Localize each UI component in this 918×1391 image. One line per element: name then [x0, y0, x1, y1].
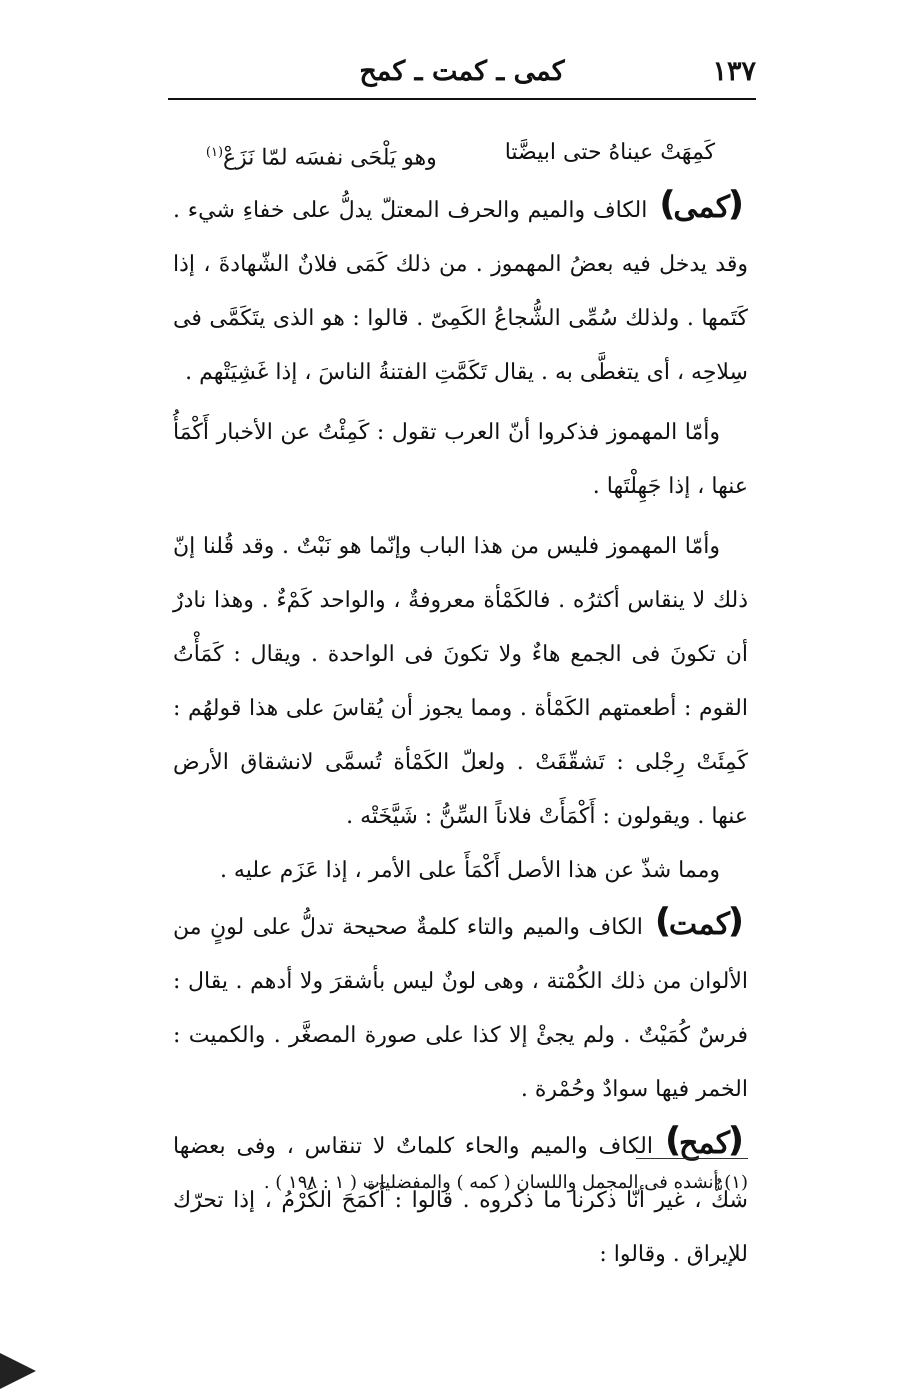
entry-paragraph: ومما شذّ عن هذا الأصل أَكْمَأَ على الأمر ، إذا عَزَم عليه . [219, 858, 720, 883]
entry-kamy [173, 181, 748, 898]
entry-text: الكاف والميم والحرف المعتلّ يدلُّ على خفاءِ شيء . وقد يدخل فيه بعضُ المهموز . من ذلك كَمَى فلانٌ الشّهادةَ ، إذا كَتَمها . ولذلك سُمِّى الشُّجاعُ الكَمِىّ . قالوا : هو الذى يتَكَمَّى فى سِلاحِه ، أى يتغطَّى به . يقال تَكَمَّتِ الفتنةُ الناسَ ، إذا غَشِيَتْهم . [173, 198, 748, 385]
verse-hemistich-right: كَمِهَتْ عيناهُ حتى ابيضَّتا [504, 140, 716, 165]
running-header [168, 52, 756, 98]
corner-arrow-mark [0, 1353, 36, 1389]
page-body [173, 125, 748, 1282]
entry-text: الكاف والميم والتاء كلمةٌ صحيحة تدلُّ على لونٍ من الألوان من ذلك الكُمْتة ، وهى لونٌ ليس بأشقرَ ولا أدهم . يقال : فرسٌ كُمَيْتٌ . ولم يجئْ إلا كذا على صورة المصغَّر . والكميت : الخمر فيها سوادٌ وحُمْرة . [173, 915, 748, 1102]
entry-text: الكاف والميم والحاء كلماتٌ لا تنقاس ، وفى بعضها شكٌّ ، غير أنّا ذكرنا ما ذكروه . قالوا : أَكْمَحَ الكَرْمُ ، إذا تحرّك للإيراق . وقالوا : [173, 1134, 748, 1267]
verse-hemistich-left: وهو يَلْحَى نفسَه لمّا نَزَعْ$^{(١)}$ [205, 145, 437, 171]
footnote-marker: (١) [205, 145, 224, 160]
entry-headword: ❪ كمت ❫ [651, 898, 748, 952]
entry-paragraph: وأمّا المهموز فليس من هذا الباب وإنّما هو نَبْتٌ . وقد قُلنا إنّ ذلك لا ينقاس أكثرُه . فالكَمْأة معروفةٌ ، والواحد كَمْءٌ . وهذا نادرٌ أن تكونَ فى الجمع هاءٌ ولا تكونَ فى الواحدة . ويقال : كَمَأْتُ القوم : أطعمتهم الكَمْأة . ومما يجوز أن يُقاسَ على هذا قولهُم : كَمِئَتْ رِجْلى : تَشقّقَتْ . ولعلّ الكَمْأة تُسمَّى لانشقاق الأرض عنها . ويقولون : أَكْمَأَتْ فلاناً السِّنُّ : شَيَّخَتْه . [173, 534, 748, 829]
entry-headword: ❪ كمى ❫ [655, 181, 748, 235]
running-title: كمى ـ كمت ـ كمح [359, 56, 565, 87]
header-rule [168, 98, 756, 100]
footnote-rule [636, 1158, 748, 1159]
entry-paragraph [173, 898, 748, 1117]
entry-paragraph: وأمّا المهموز فذكروا أنّ العرب تقول : كَمِئْتُ عن الأخبار أَكْمَأُ عنها ، إذا جَهِلْتَها . [173, 420, 748, 499]
footnote: (١) أنشده فى المجمل واللسان ( كمه ) والمفضليات ( ١ : ١٩٨ ) . [263, 1172, 748, 1193]
entry-paragraph [173, 181, 748, 400]
page-number: ١٣٧ [712, 56, 756, 87]
entry-kamt [173, 898, 748, 1117]
verse-line [173, 125, 748, 181]
entry-headword: ❪ كمح ❫ [661, 1117, 748, 1171]
